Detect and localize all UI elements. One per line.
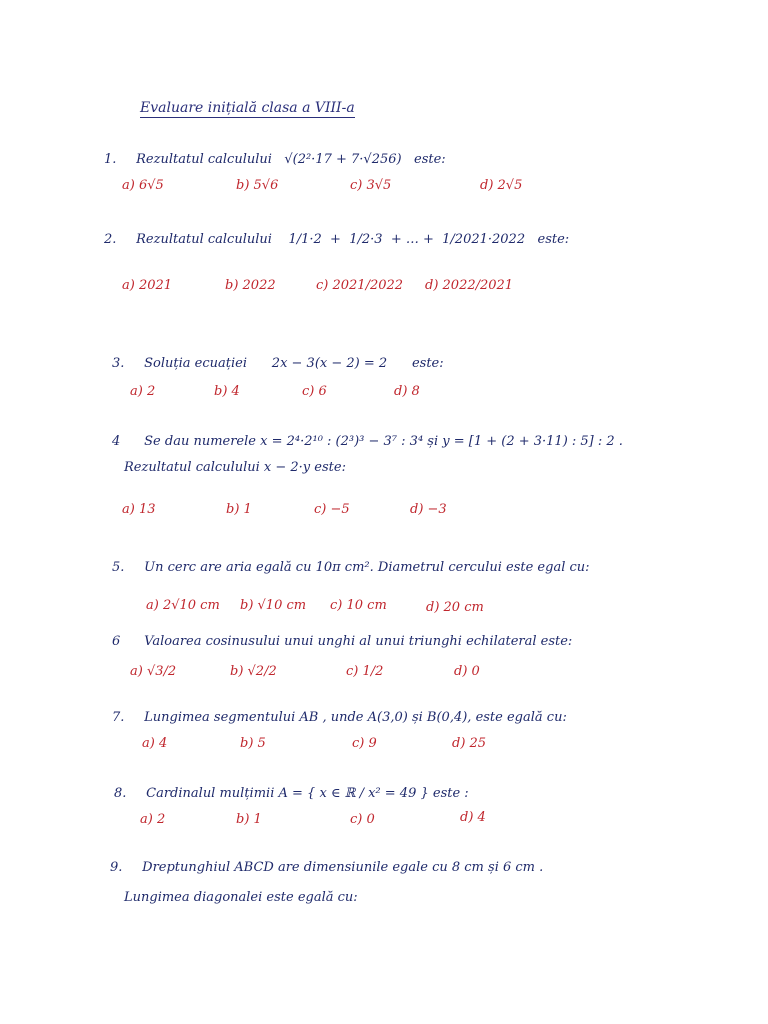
answer-1c: c) 3√5 bbox=[350, 178, 392, 193]
question-number: 8. bbox=[114, 786, 127, 801]
question-text: Dreptunghiul ABCD are dimensiunile egale cu 8 cm și 6 cm . bbox=[142, 860, 544, 875]
answer-2a: a) 2021 bbox=[122, 278, 173, 293]
question-6 bbox=[112, 634, 572, 649]
answer-4c: c) −5 bbox=[314, 502, 350, 517]
answer-4a: a) 13 bbox=[122, 502, 156, 517]
question-text-after: este: bbox=[414, 152, 446, 167]
question-text: Rezultatul calculului bbox=[136, 152, 272, 167]
question-text: Cardinalul mulțimii A = { x ∈ ℝ / x² = 49 } este : bbox=[146, 786, 469, 801]
answer-1d: d) 2√5 bbox=[480, 178, 523, 193]
question-4 bbox=[112, 434, 623, 449]
answer-5c: c) 10 cm bbox=[330, 598, 387, 613]
answer-7c: c) 9 bbox=[352, 736, 377, 751]
question-number: 4 bbox=[112, 434, 121, 449]
answer-7d: d) 25 bbox=[452, 736, 487, 751]
question-text: Rezultatul calculului bbox=[136, 232, 272, 247]
answer-8a: a) 2 bbox=[140, 812, 166, 827]
question-text: Se dau numerele x = 2⁴·2¹⁰ : (2³)³ − 3⁷ : 3⁴ și y = [1 + (2 + 3·11) : 5] : 2 . bbox=[144, 434, 623, 449]
question-7 bbox=[112, 710, 567, 725]
answer-7b: b) 5 bbox=[240, 736, 266, 751]
answer-5d: d) 20 cm bbox=[426, 600, 484, 615]
question-number: 3. bbox=[112, 356, 125, 371]
answer-4b: b) 1 bbox=[226, 502, 252, 517]
question-number: 7. bbox=[112, 710, 125, 725]
question-text: Un cerc are aria egală cu 10π cm². Diametrul cercului este egal cu: bbox=[144, 560, 590, 575]
question-8 bbox=[114, 786, 469, 801]
question-5 bbox=[112, 560, 590, 575]
question-number: 5. bbox=[112, 560, 125, 575]
answer-8b: b) 1 bbox=[236, 812, 262, 827]
question-9-line2: Lungimea diagonalei este egală cu: bbox=[124, 890, 358, 905]
question-number: 2. bbox=[104, 232, 117, 247]
answer-2d: d) 2022/2021 bbox=[425, 278, 514, 293]
question-text: Valoarea cosinusului unui unghi al unui triunghi echilateral este: bbox=[144, 634, 573, 649]
question-term: 1/2021·2022 bbox=[442, 232, 526, 247]
question-4-line2: Rezultatul calculului x − 2·y este: bbox=[124, 460, 346, 475]
answer-3c: c) 6 bbox=[302, 384, 327, 399]
answer-5a: a) 2√10 cm bbox=[146, 598, 220, 613]
answer-6d: d) 0 bbox=[454, 664, 480, 679]
answer-8d: d) 4 bbox=[460, 810, 486, 825]
answer-2b: b) 2022 bbox=[225, 278, 276, 293]
question-term: 1/2·3 bbox=[349, 232, 383, 247]
question-number: 1. bbox=[104, 152, 117, 167]
question-9 bbox=[110, 860, 543, 875]
question-2: 2. Rezultatul calculului 1/1·2 + 1/2·3 + … + 1/2021·2022 este: bbox=[104, 232, 570, 247]
question-text-after: este: bbox=[411, 356, 444, 371]
worksheet-title: Evaluare inițială clasa a VIII-a bbox=[140, 100, 355, 116]
answer-5b: b) √10 cm bbox=[240, 598, 307, 613]
answer-1b: b) 5√6 bbox=[236, 178, 279, 193]
answer-2c: c) 2021/2022 bbox=[316, 278, 404, 293]
question-ellipsis: + … + bbox=[390, 232, 434, 247]
question-1 bbox=[104, 152, 446, 167]
question-text: Soluția ecuației bbox=[144, 356, 247, 371]
answer-3a: a) 2 bbox=[130, 384, 156, 399]
question-3 bbox=[112, 356, 444, 371]
question-expression: 2x − 3(x − 2) = 2 bbox=[271, 356, 388, 371]
answer-8c: c) 0 bbox=[350, 812, 375, 827]
question-number: 9. bbox=[110, 860, 123, 875]
answer-3d: d) 8 bbox=[394, 384, 420, 399]
question-text-after: este: bbox=[537, 232, 570, 247]
answer-1a: a) 6√5 bbox=[122, 178, 164, 193]
answer-6a: a) √3/2 bbox=[130, 664, 177, 679]
answer-6c: c) 1/2 bbox=[346, 664, 384, 679]
question-term: 1/1·2 bbox=[288, 232, 322, 247]
answer-6b: b) √2/2 bbox=[230, 664, 277, 679]
answer-4d: d) −3 bbox=[410, 502, 447, 517]
answer-7a: a) 4 bbox=[142, 736, 168, 751]
question-text: Lungimea segmentului AB , unde A(3,0) și B(0,4), este egală cu: bbox=[144, 710, 567, 725]
question-expression: √(2²·17 + 7·√256) bbox=[284, 152, 402, 167]
question-number: 6 bbox=[112, 634, 121, 649]
answer-3b: b) 4 bbox=[214, 384, 240, 399]
